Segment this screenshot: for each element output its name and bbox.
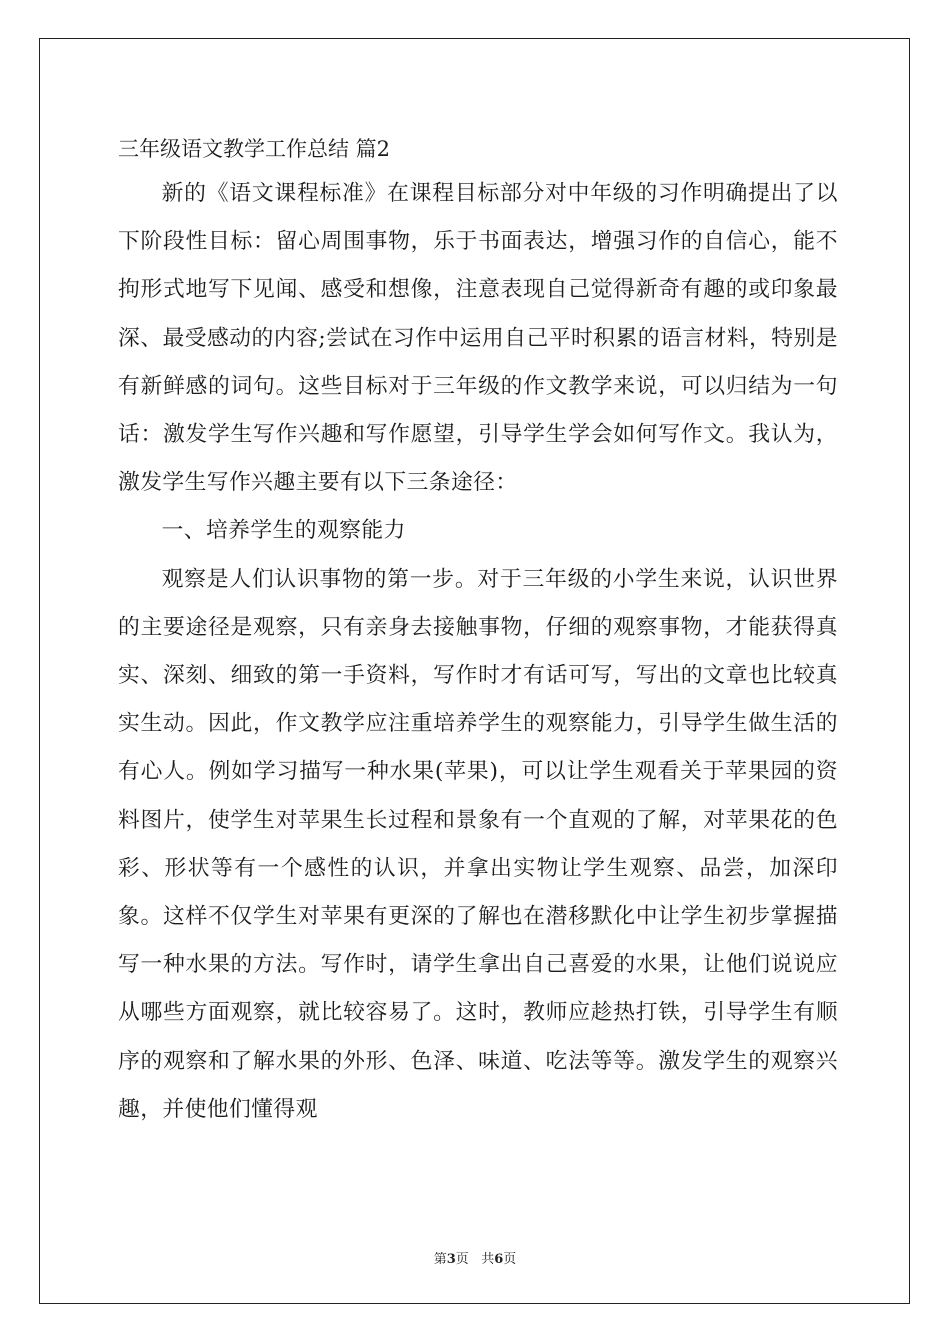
- page-current: 3: [446, 1252, 456, 1267]
- intro-paragraph: 新的《语文课程标准》在课程目标部分对中年级的习作明确提出了以下阶段性目标：留心周围事物，乐于书面表达，增强习作的自信心，能不拘形式地写下见闻、感受和想像，注意表现自己觉得新奇有趣的或印象最深、最受感动的内容;尝试在习作中运用自己平时积累的语言材料，特别是有新鲜感的词句。这些目标对于三年级的作文教学来说，可以归结为一句话：激发学生写作兴趣和写作愿望，引导学生学会如何写作文。我认为，激发学生写作兴趣主要有以下三条途径：: [118, 181, 838, 496]
- page-suffix: 页: [455, 1252, 469, 1267]
- total-prefix: 共: [481, 1252, 495, 1267]
- page-total: 6: [494, 1252, 504, 1267]
- document-body: [118, 128, 838, 1134]
- document-title: 三年级语文教学工作总结 篇2: [118, 137, 391, 161]
- page-prefix: 第: [433, 1252, 447, 1267]
- section-heading: 一、培养学生的观察能力: [161, 518, 406, 544]
- page-footer: [0, 1248, 950, 1267]
- section-paragraph: 观察是人们认识事物的第一步。对于三年级的小学生来说，认识世界的主要途径是观察，只有亲身去接触事物，仔细的观察事物，才能获得真实、深刻、细致的第一手资料，写作时才有话可写，写出的文章也比较真实生动。因此，作文教学应注重培养学生的观察能力，引导学生做生活的有心人。例如学习描写一种水果(苹果)，可以让学生观看关于苹果园的资料图片，使学生对苹果生长过程和景象有一个直观的了解，对苹果花的色彩、形状等有一个感性的认识，并拿出实物让学生观察、品尝，加深印象。这样不仅学生对苹果有更深的了解也在潜移默化中让学生初步掌握描写一种水果的方法。写作时，请学生拿出自己喜爱的水果，让他们说说应从哪些方面观察，就比较容易了。这时，教师应趁热打铁，引导学生有顺序的观察和了解水果的外形、色泽、味道、吃法等等。激发学生的观察兴趣，并使他们懂得观: [118, 566, 838, 1122]
- total-suffix: 页: [503, 1252, 517, 1267]
